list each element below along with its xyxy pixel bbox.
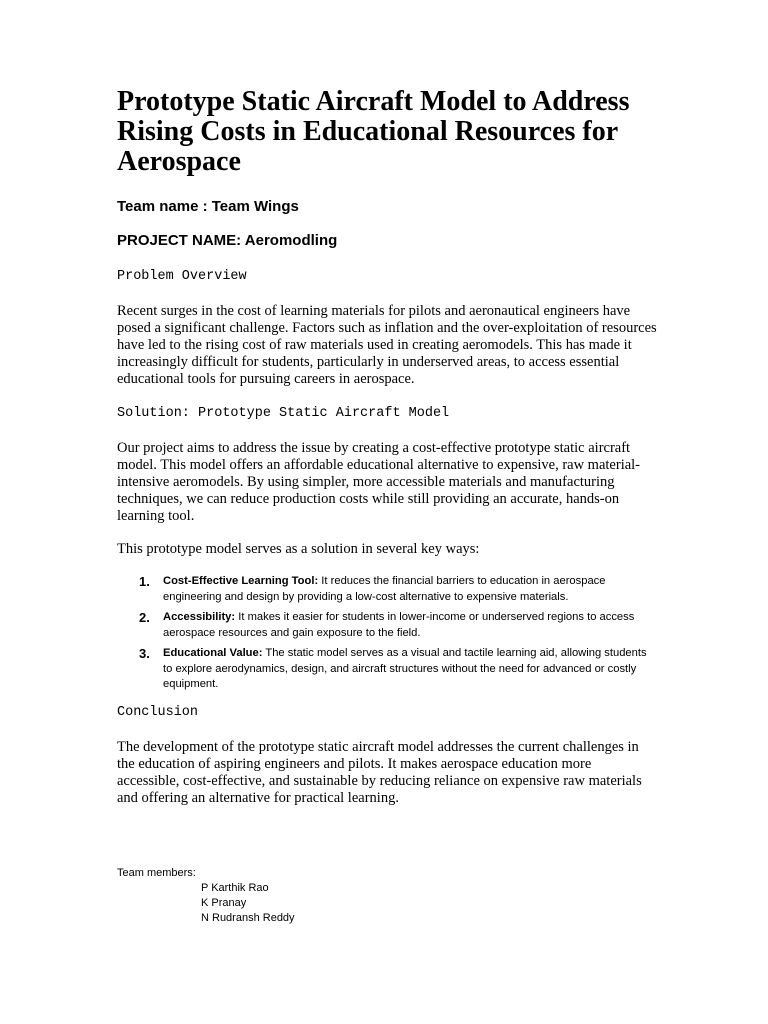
team-member: K Pranay	[201, 897, 247, 909]
list-item	[117, 646, 657, 693]
document-title: Prototype Static Aircraft Model to Address Rising Costs in Educational Resources for Aerospace	[117, 86, 630, 177]
benefits-list	[117, 574, 657, 698]
solution-intro: This prototype model serves as a solution in several key ways:	[117, 541, 480, 557]
list-term: Cost-Effective Learning Tool:	[163, 575, 319, 587]
list-item	[117, 574, 657, 605]
solution-heading: Solution: Prototype Static Aircraft Model	[117, 406, 450, 421]
list-term: Educational Value:	[163, 647, 263, 659]
list-number: 3.	[139, 646, 150, 661]
project-name: PROJECT NAME: Aeromodling	[117, 232, 338, 249]
team-member: N Rudransh Reddy	[201, 912, 295, 924]
team-member: P Karthik Rao	[201, 882, 269, 894]
list-number: 1.	[139, 574, 150, 589]
team-name: Team name : Team Wings	[117, 198, 299, 215]
list-item	[117, 610, 657, 641]
conclusion-heading: Conclusion	[117, 705, 199, 720]
list-text: It reduces the financial barriers to education in aerospace engineering and design by providing a low-cost alternative to expensive materials.	[163, 575, 606, 603]
list-number: 2.	[139, 610, 150, 625]
list-text: The static model serves as a visual and tactile learning aid, allowing students to explore aerodynamics, design, and aircraft structures without the need for advanced or costly equipment.	[163, 647, 647, 690]
solution-paragraph: Our project aims to address the issue by creating a cost-effective prototype static aircraft model. This model offers an affordable educational alternative to expensive, raw material-intensive aeromodels. By using simpler, more accessible materials and manufacturing techniques, we can reduce production costs while still providing an accurate, hands-on learning tool.	[117, 440, 641, 524]
list-term: Accessibility:	[163, 611, 236, 623]
problem-paragraph: Recent surges in the cost of learning materials for pilots and aeronautical engineers have posed a significant challenge. Factors such as inflation and the over-exploitation of resources have led to the rising cost of raw materials used in creating aeromodels. This has made it increasingly difficult for students, particularly in underserved areas, to access essential educational tools for pursuing careers in aerospace.	[117, 303, 657, 387]
conclusion-paragraph: The development of the prototype static aircraft model addresses the current challenges in the education of aspiring engineers and pilots. It makes aerospace education more accessible, cost-effective, and sustainable by reducing reliance on expensive raw materials and offering an alternative for practical learning.	[117, 739, 642, 806]
list-text: It makes it easier for students in lower-income or underserved regions to access aerospace resources and gain exposure to the field.	[163, 611, 635, 639]
team-members-label: Team members:	[117, 867, 196, 879]
problem-heading: Problem Overview	[117, 269, 247, 284]
